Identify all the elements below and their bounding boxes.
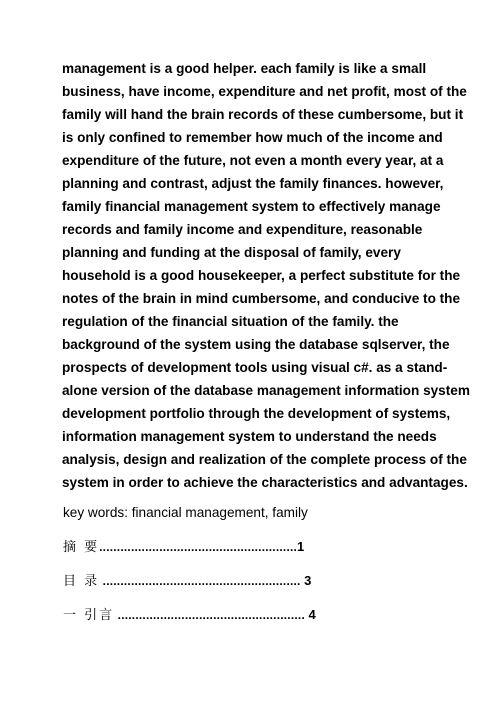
abstract-line: planning and funding at the disposal of family, every [62, 245, 401, 260]
toc-entry-title: 一 引言 [63, 608, 115, 623]
abstract-line: records and family income and expenditure, reasonable [62, 222, 423, 237]
abstract-line: business, have income, expenditure and net profit, most of the [62, 84, 467, 99]
abstract-line: background of the system using the database sqlserver, the [62, 337, 450, 352]
abstract-line: family financial management system to effectively manage [62, 199, 441, 214]
abstract-line: prospects of development tools using visual c#. as a stand- [62, 360, 448, 375]
abstract-line: regulation of the financial situation of the family. the [62, 314, 399, 329]
abstract-line: notes of the brain in mind cumbersome, and conducive to the [62, 291, 461, 306]
toc-entry-page: 4 [308, 607, 316, 622]
abstract-line: analysis, design and realization of the complete process of the [62, 452, 467, 467]
toc-entry-introduction[interactable] [63, 605, 363, 626]
toc-entry-leader: ........................................................ [99, 540, 298, 554]
abstract-paragraph [62, 57, 470, 494]
abstract-line: planning and contrast, adjust the family finances. however, [62, 176, 444, 191]
abstract-line: development portfolio through the development of systems, [62, 406, 451, 421]
abstract-line: expenditure of the future, not even a month every year, at a [62, 153, 444, 168]
toc-entry-title: 摘 要 [63, 540, 100, 555]
toc-entry-leader: ..................................................... [114, 608, 309, 622]
keywords-line: key words: financial management, family [63, 505, 308, 520]
abstract-line: alone version of the database management information system [62, 383, 470, 398]
toc-entry-abstract[interactable] [63, 537, 363, 558]
abstract-line: is only confined to remember how much of the income and [62, 130, 443, 145]
toc-entry-page: 3 [304, 573, 312, 588]
abstract-line: family will hand the brain records of these cumbersome, but it [62, 107, 464, 122]
toc-entry-leader: ........................................................ [99, 574, 305, 588]
abstract-line: system in order to achieve the characteristics and advantages. [62, 475, 468, 490]
abstract-line: household is a good housekeeper, a perfect substitute for the [62, 268, 461, 283]
toc-entry-contents[interactable] [63, 571, 363, 592]
abstract-line: management is a good helper. each family is like a small [62, 61, 427, 76]
toc-entry-title: 目 录 [63, 574, 100, 589]
toc-entry-page: 1 [297, 539, 305, 554]
abstract-line: information management system to understand the needs [62, 429, 437, 444]
